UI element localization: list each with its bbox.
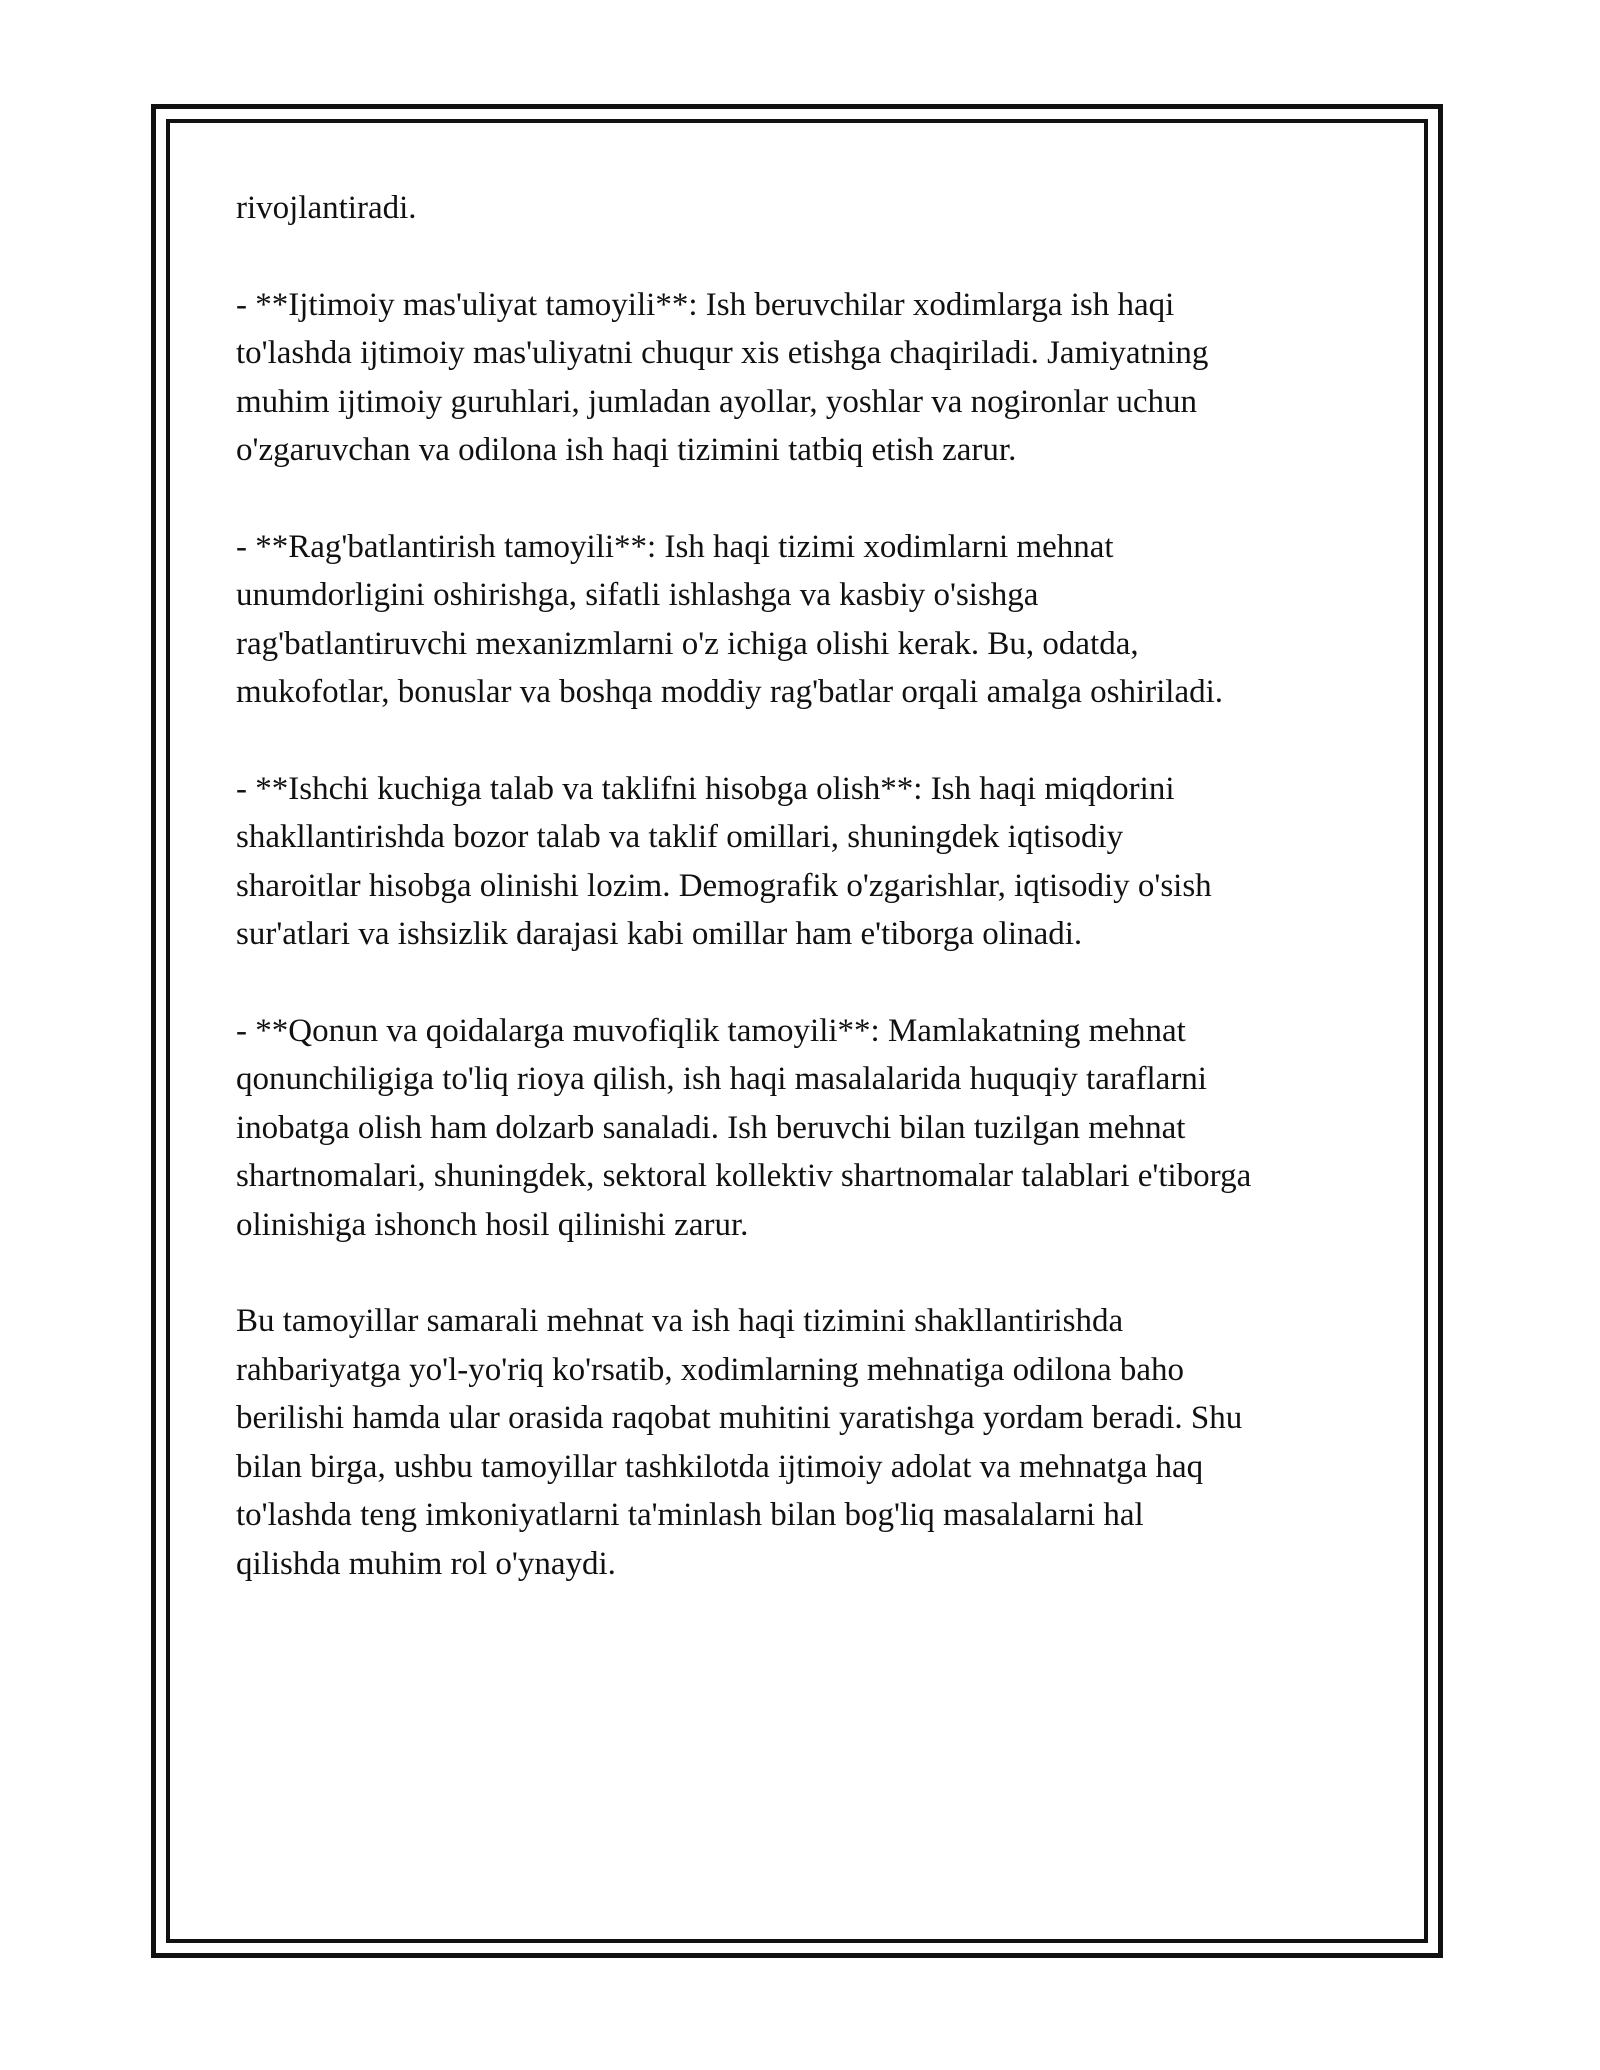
paragraph-labor-supply-demand: - **Ishchi kuchiga talab va taklifni hisobga olish**: Ish haqi miqdorini shakllantirishda bozor talab va taklif omillari, shuningdek iqtisodiy sharoitlar hisobga olinishi lozim. Demografik o'zgarishlar, iqtisodiy o'sish sur'atlari va ishsizlik darajasi kabi omillar ham e'tiborga olinadi.	[236, 770, 1212, 952]
paragraph-continuation: rivojlantiradi.	[236, 190, 417, 226]
paragraph-conclusion: Bu tamoyillar samarali mehnat va ish haqi tizimini shakllantirishda rahbariyatga yo'l-yo'riq ko'rsatib, xodimlarning mehnatiga odilona baho berilishi hamda ular orasida raqobat muhitini yaratishga yordam beradi. Shu bilan birga, ushbu tamoyillar tashkilotda ijtimoiy adolat va mehnatga haq to'lashda teng imkoniyatlarni ta'minlash bilan bog'liq masalalarni hal qilishda muhim rol o'ynaydi.	[236, 1303, 1243, 1582]
paragraph-legal-compliance: - **Qonun va qoidalarga muvofiqlik tamoyili**: Mamlakatning mehnat qonunchiligiga to'liq rioya qilish, ish haqi masalalarida huquqiy taraflarni inobatga olish ham dolzarb sanaladi. Ish beruvchi bilan tuzilgan mehnat shartnomalari, shuningdek, sektoral kollektiv shartnomalar talablari e'tiborga olinishiga ishonch hosil qilinishi zarur.	[236, 1012, 1252, 1243]
paragraph-incentive: - **Rag'batlantirish tamoyili**: Ish haqi tizimi xodimlarni mehnat unumdorligini oshirishga, sifatli ishlashga va kasbiy o'sishga rag'batlantiruvchi mexanizmlarni o'z ichiga olishi kerak. Bu, odatda, mukofotlar, bonuslar va boshqa moddiy rag'batlar orqali amalga oshiriladi.	[236, 528, 1224, 710]
paragraph-social-responsibility: - **Ijtimoiy mas'uliyat tamoyili**: Ish beruvchilar xodimlarga ish haqi to'lashda ijtimoiy mas'uliyatni chuqur xis etishga chaqiriladi. Jamiyatning muhim ijtimoiy guruhlari, jumladan ayollar, yoshlar va nogironlar uchun o'zgaruvchan va odilona ish haqi tizimini tatbiq etish zarur.	[236, 286, 1209, 468]
document-body	[236, 184, 1386, 1636]
